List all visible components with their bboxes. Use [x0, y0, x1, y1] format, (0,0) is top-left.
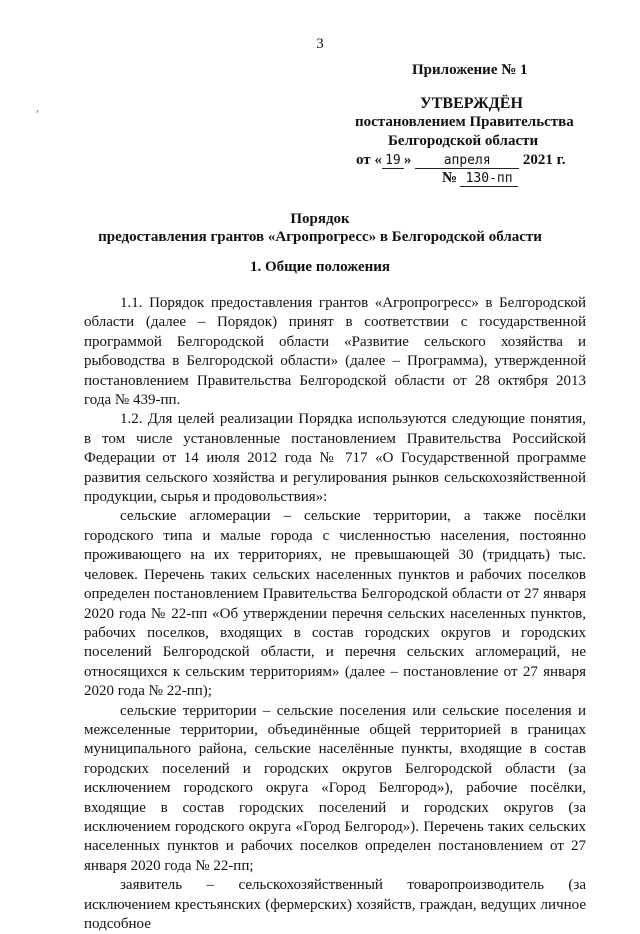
number-prefix: № — [442, 170, 458, 186]
approved-by-resolution: постановлением Правительства — [355, 114, 574, 130]
page-number: 3 — [316, 36, 324, 52]
paragraph: 1.1. Порядок предоставления грантов «Агропрогресс» в Белгородской области (далее – Порядок) принят в соответствии с государственной программой Белгородской области «Развитие сельского хозяйства и рыбоводства в Белгородской области» (далее – Программа), утвержденной постановлением Правительства Белгородской области от 28 октября 2013 года № 439-пп. — [84, 295, 586, 409]
document-body — [84, 294, 586, 934]
paragraph: сельские агломерации – сельские территории, а также посёлки городского типа и малые города с численностью населения, постоянно проживающего на их территориях, не превышающей 30 (тридцать) тыс. человек. Перечень таких сельских населенных пунктов и рабочих поселков определен постановлением Правительства Белгородской области от 27 января 2020 года № 22-пп «Об утверждении перечня сельских населенных пунктов, рабочих поселков, входящих в состав городских округов и городских поселений Белгородской области, и перечня сельских агломераций, не относящихся к сельским территориям» (далее – постановление от 27 января 2020 года № 22-пп); — [84, 508, 586, 700]
approved-region: Белгородской области — [388, 133, 539, 149]
appendix-label: Приложение № 1 — [412, 62, 528, 78]
document-subtitle: предоставления грантов «Агропрогресс» в Белгородской области — [98, 229, 542, 245]
scan-mark: , — [36, 100, 39, 114]
paragraph: 1.2. Для целей реализации Порядка используются следующие понятия, в том числе установленные постановлением Правительства Российской Федерации от 14 июля 2012 года № 717 «О Государственной программе развития сельского хозяйства и регулирования рынков сельскохозяйственной продукции, сырья и продовольствия»: — [84, 411, 586, 506]
date-day: 19 — [382, 153, 404, 169]
date-year: 2021 г. — [522, 152, 566, 168]
approved-heading: УТВЕРЖДЁН — [420, 95, 523, 112]
resolution-date — [356, 152, 566, 169]
paragraph: заявитель – сельскохозяйственный товаропроизводитель (за исключением крестьянских (фермерских) хозяйств, граждан, ведущих личное подсобное — [84, 877, 586, 932]
date-prefix: от « — [356, 152, 382, 168]
document-title: Порядок — [290, 211, 350, 227]
date-month: апреля — [415, 153, 519, 169]
date-mid: » — [403, 152, 412, 168]
paragraph: сельские территории – сельские поселения или сельские поселения и межселенные территории, объединённые общей территорией в границах муниципального района, сельские населённые пункты, входящие в состав городских поселений и городских округов Белгородской области (за исключением городского округа «Город Белгород»), рабочие посёлки, входящие в состав городских поселений и городских округов (за исключением городского округа «Город Белгород»). Перечень таких сельских населенных пунктов и рабочих поселков определен постановлением от 27 января 2020 года № 22-пп; — [84, 702, 586, 874]
number-value: 130-пп — [460, 171, 518, 187]
section-heading: 1. Общие положения — [249, 259, 391, 275]
resolution-number — [442, 170, 518, 187]
